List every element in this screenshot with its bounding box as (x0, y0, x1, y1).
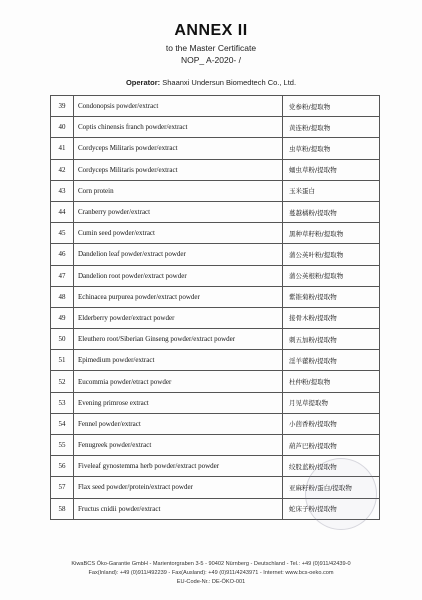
operator-name: Shaanxi Undersun Biomedtech Co., Ltd. (162, 78, 297, 87)
product-name-en: Evening primrose extract (74, 392, 283, 413)
footer-contact: Fax(Inland): +49 (0)911/492239 - Fax(Ausland): +49 (0)911/4243971 - Internet: www.bcs-oeko.com (88, 570, 334, 576)
product-name-en: Flax seed powder/protein/extract powder (74, 477, 283, 498)
row-number: 40 (51, 117, 74, 138)
product-name-en: Dandelion leaf powder/extract powder (74, 244, 283, 265)
footer-eu-code: EU-Code-Nr.: DE-ÖKO-001 (176, 579, 246, 585)
row-number: 52 (51, 371, 74, 392)
table-row (51, 201, 380, 222)
product-name-zh: 蒲公英叶粉/提取物 (283, 244, 380, 265)
product-name-en: Cumin seed powder/extract (74, 223, 283, 244)
table-row (51, 286, 380, 307)
row-number: 53 (51, 392, 74, 413)
table-row (51, 371, 380, 392)
certificate-number: NOP_ A-2020- / (180, 55, 241, 65)
table-row (51, 265, 380, 286)
table-row (51, 392, 380, 413)
table-row (51, 244, 380, 265)
row-number: 56 (51, 456, 74, 477)
product-name-zh: 淫羊藿粉/提取物 (283, 350, 380, 371)
table-row (51, 413, 380, 434)
row-number: 39 (51, 96, 74, 117)
product-name-en: Fenugreek powder/extract (74, 435, 283, 456)
product-name-en: Corn protein (74, 180, 283, 201)
product-name-zh: 杜仲粉/提取物 (283, 371, 380, 392)
product-name-en: Echinacea purpurea powder/extract powder (74, 286, 283, 307)
table-row (51, 223, 380, 244)
product-name-en: Eucommia powder/etract powder (74, 371, 283, 392)
product-name-zh: 接骨木粉/提取物 (283, 307, 380, 328)
product-name-zh: 刺五加粉/提取物 (283, 329, 380, 350)
product-name-en: Cranberry powder/extract (74, 201, 283, 222)
product-name-zh: 蒲公英根粉/提取物 (283, 265, 380, 286)
table-row (51, 435, 380, 456)
row-number: 51 (51, 350, 74, 371)
operator-label: Operator: (125, 78, 161, 87)
product-name-en: Dandelion root powder/extract powder (74, 265, 283, 286)
row-number: 47 (51, 265, 74, 286)
table-row (51, 159, 380, 180)
master-certificate-subtitle: to the Master Certificate (165, 43, 257, 53)
product-name-zh: 虫草粉/提取物 (283, 138, 380, 159)
table-row (51, 96, 380, 117)
product-name-zh: 蔓越橘粉/提取物 (283, 201, 380, 222)
product-name-en: Elderberry powder/extract powder (74, 307, 283, 328)
row-number: 50 (51, 329, 74, 350)
product-name-zh: 月见草提取物 (283, 392, 380, 413)
faint-stamp-mark (305, 458, 377, 530)
row-number: 45 (51, 223, 74, 244)
product-name-en: Fiveleaf gynostemma herb powder/extract powder (74, 456, 283, 477)
row-number: 43 (51, 180, 74, 201)
product-name-zh: 玉米蛋白 (283, 180, 380, 201)
product-name-zh: 黄连粉/提取物 (283, 117, 380, 138)
product-table (50, 95, 380, 520)
product-name-zh: 黑种草籽粉/提取物 (283, 223, 380, 244)
product-name-zh: 蛇床子粉/提取物 (283, 498, 380, 519)
table-row (51, 329, 380, 350)
product-name-zh: 小茴香粉/提取物 (283, 413, 380, 434)
product-name-zh: 党参粉/提取物 (283, 96, 380, 117)
table-row (51, 117, 380, 138)
row-number: 49 (51, 307, 74, 328)
product-name-zh: 葫芦巴粉/提取物 (283, 435, 380, 456)
product-name-en: Cordyceps Militaris powder/extract (74, 138, 283, 159)
row-number: 42 (51, 159, 74, 180)
table-row (51, 307, 380, 328)
row-number: 48 (51, 286, 74, 307)
row-number: 41 (51, 138, 74, 159)
product-name-en: Fennel powder/extract (74, 413, 283, 434)
row-number: 46 (51, 244, 74, 265)
row-number: 54 (51, 413, 74, 434)
product-name-en: Eleuthero root/Siberian Ginseng powder/extract powder (74, 329, 283, 350)
table-row (51, 180, 380, 201)
table-row (51, 350, 380, 371)
product-name-en: Epimedium powder/extract (74, 350, 283, 371)
table-row (51, 138, 380, 159)
product-name-zh: 紫锥菊粉/提取物 (283, 286, 380, 307)
product-name-zh: 绞股蓝粉/提取物 (283, 456, 380, 477)
product-name-en: Fructus cnidii powder/extract (74, 498, 283, 519)
row-number: 55 (51, 435, 74, 456)
footer-address: KiwaBCS Öko-Garantie GmbH - Marientorgraben 3-5 - 90402 Nürnberg - Deutschland - Tel.: +49 (0)911/42439-0 (71, 561, 351, 567)
product-name-en: Coptis chinensis franch powder/extract (74, 117, 283, 138)
product-name-zh: 亚麻籽粉/蛋白/提取物 (283, 477, 380, 498)
annex-title: ANNEX II (174, 22, 248, 39)
row-number: 57 (51, 477, 74, 498)
row-number: 44 (51, 201, 74, 222)
product-name-zh: 蛹虫草粉/提取物 (283, 159, 380, 180)
product-name-en: Cordyceps Militaris powder/extract (74, 159, 283, 180)
product-name-en: Condonopsis powder/extract (74, 96, 283, 117)
row-number: 58 (51, 498, 74, 519)
operator-line (0, 78, 422, 87)
